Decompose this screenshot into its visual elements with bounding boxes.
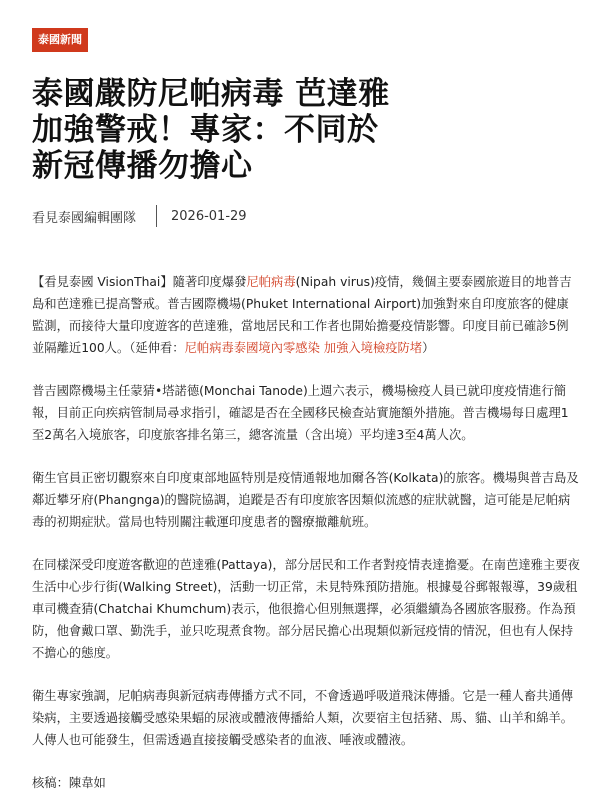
nipah-virus-link[interactable]: 尼帕病毒 (246, 275, 296, 289)
paragraph-1-middle: (Nipah virus)疫情，幾個主要泰國旅遊目的地普吉島和芭達雅已提高警戒。普吉國際機場(Phuket International Airport)加強對來自印度旅客的健康監測，而接待大量印度遊客的芭達雅，當地居民和工作者也開始擔憂疫情影響。印度目前已確診5例並隔離近100人。（延伸看： (32, 275, 572, 355)
paragraph-1 (32, 271, 580, 359)
publish-date: 2026-01-29 (171, 208, 247, 224)
category-badge[interactable]: 泰國新聞 (32, 28, 88, 52)
paragraph-1-suffix: ） (422, 341, 435, 355)
byline (32, 205, 580, 227)
article-body (32, 271, 580, 794)
related-article-link[interactable]: 尼帕病毒泰國境內零感染 加強入境檢疫防堵 (184, 341, 423, 355)
paragraph-3: 衛生官員正密切觀察來自印度東部地區特別是疫情通報地加爾各答(Kolkata)的旅客。機場與普吉島及鄰近攀牙府(Phangnga)的醫院協調，追蹤是否有印度旅客因類似流感的症狀就醫，這可能是尼帕病毒的初期症狀。當局也特別關注載運印度患者的醫療撤離航班。 (32, 471, 579, 529)
editor-credit: 核稿：陳韋如 (32, 776, 106, 790)
byline-divider (156, 205, 157, 227)
paragraph-2: 普吉國際機場主任蒙猜•塔諾德(Monchai Tanode)上週六表示，機場檢疫人員已就印度疫情進行簡報，目前正向疾病管制局尋求指引，確認是否在全國移民檢查站實施額外措施。普吉機場每日處理1至2萬名入境旅客，印度旅客排名第三，總客流量（含出境）平均達3至4萬人次。 (32, 384, 569, 442)
paragraph-5: 衛生專家強調，尼帕病毒與新冠病毒傳播方式不同，不會透過呼吸道飛沫傳播。它是一種人畜共通傳染病，主要透過接觸受感染果蝠的尿液或體液傳播給人類，次要宿主包括豬、馬、貓、山羊和綿羊。人傳人也可能發生，但需透過直接接觸受感染者的血液、唾液或體液。 (32, 689, 574, 747)
paragraph-1-prefix: 【看見泰國 VisionThai】隨著印度爆發 (32, 275, 247, 289)
paragraph-4: 在同樣深受印度遊客歡迎的芭達雅(Pattaya)，部分居民和工作者對疫情表達擔憂。在南芭達雅主要夜生活中心步行街(Walking Street)，活動一切正常，未見特殊預防措施。根據曼谷郵報報導，39歲租車司機查猜(Chatchai Khumchum)表示，他很擔心但別無選擇，必須繼續為各國旅客服務。作為預防，他會戴口罩、勤洗手，並只吃現煮食物。部分居民擔心出現類似新冠疫情的情況，但也有人保持不擔心的態度。 (32, 558, 580, 660)
article (32, 28, 580, 794)
article-title: 泰國嚴防尼帕病毒 芭達雅加強警戒！專家：不同於新冠傳播勿擔心 (32, 76, 390, 184)
author: 看見泰國編輯團隊 (32, 210, 137, 226)
